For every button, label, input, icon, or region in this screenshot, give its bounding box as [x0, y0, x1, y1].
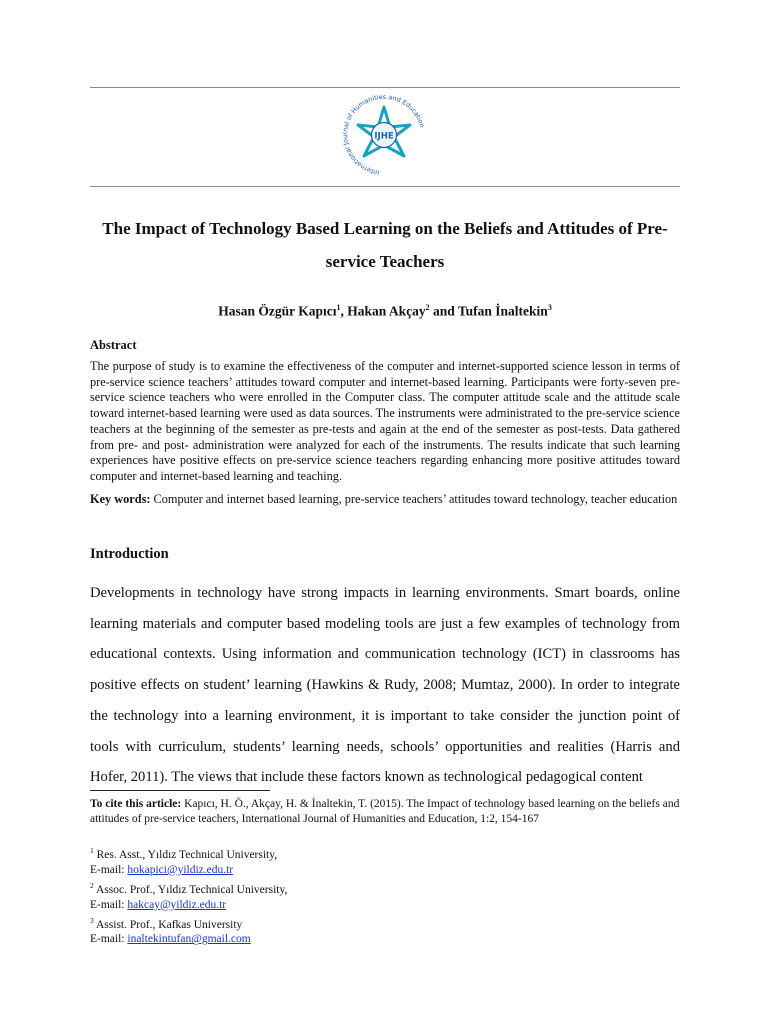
citation-label: To cite this article:	[90, 798, 182, 810]
author-name: Hasan Özgür Kapıcı	[218, 303, 337, 319]
abstract-text: The purpose of study is to examine the effectiveness of the computer and internet-supported science lesson in terms of pre-service science teachers’ attitudes toward computer and internet-based learning. Participants were forty-seven pre-service science teachers who were enrolled in the Computer class. The computer attitude scale and the attitude scale toward internet-based learning were used as data sources. The instruments were administrated to the pre-service science teachers at the beginning of the semester as pre-tests and again at the end of the semester as post-tests. Data gathered from pre- and post- administration were analyzed for each of the instruments. The results indicate that such learning experiences have positive effects on pre-service science teachers regarding enhancing more positive attitudes toward computer and internet-based learning and teaching.	[90, 359, 680, 483]
author-name: Tufan İnaltekin	[457, 303, 548, 319]
paper-title: The Impact of Technology Based Learning on the Beliefs and Attitudes of Pre-service Teachers	[102, 219, 668, 271]
footnote-email	[90, 932, 287, 947]
footnote-affiliation-text: Assoc. Prof., Yıldız Technical University,	[93, 883, 288, 896]
author-separator: ,	[340, 303, 348, 319]
email-link[interactable]: hokapici@yildiz.edu.tr	[127, 863, 234, 876]
footnote-affiliation-text: Assist. Prof., Kafkas University	[93, 918, 243, 931]
author-separator: and	[429, 303, 458, 319]
author-list	[90, 303, 680, 320]
footnote-rule	[90, 790, 270, 791]
email-label: E-mail:	[90, 898, 128, 911]
header-rule-bottom	[90, 186, 680, 187]
footnote-mark: 3	[90, 915, 94, 925]
footnote-mark: 1	[90, 846, 94, 855]
introduction-text: Developments in technology have strong impacts in learning environments. Smart boards, online learning materials and computer based modeling tools are just a few examples of technology from educational contexts. Using information and communication technology (ICT) in classrooms has positive effects on student’ learning (Hawkins & Rudy, 2008; Mumtaz, 2000). In order to integrate the technology into a learning environment, it is important to take consider the junction point of tools with curriculum, students’ learning needs, schools’ opportunities and realities (Harris and Hofer, 2011). The views that include these factors known as technological pedagogical content	[90, 585, 680, 786]
citation	[90, 797, 680, 827]
email-link[interactable]: inaltekintufan@gmail.com	[127, 933, 251, 946]
author-mark: 1	[336, 303, 341, 312]
footnote-email	[90, 898, 287, 913]
footnote-email	[90, 863, 287, 878]
logo-abbr: IJHE	[374, 131, 394, 142]
footnote-affiliation-text: Res. Asst., Yıldız Technical University,	[93, 848, 278, 861]
keywords-text: Computer and internet based learning, pre-service teachers’ attitudes toward technology, teacher education	[150, 492, 678, 506]
abstract-heading: Abstract	[90, 338, 137, 352]
author-mark: 2	[425, 303, 430, 312]
header-rule-top	[90, 87, 680, 88]
citation-text: Kapıcı, H. Ö., Akçay, H. & İnaltekin, T. (2015). The Impact of technology based learning on the beliefs and attitudes of pre-service teachers, International Journal of Humanities and Education, 1:2, 154-167	[90, 798, 680, 825]
email-label: E-mail:	[90, 933, 128, 946]
author-mark: 3	[547, 303, 552, 312]
footnote-affiliation	[90, 878, 287, 898]
keywords-label: Key words:	[90, 492, 151, 506]
journal-logo	[338, 92, 430, 178]
author-footnotes	[90, 843, 287, 947]
footnote-affiliation	[90, 913, 287, 933]
introduction-heading: Introduction	[90, 546, 169, 562]
keywords	[90, 492, 680, 508]
logo-ring-text: International Journal of Humanities and Education	[340, 92, 427, 177]
footnote-mark: 2	[90, 880, 94, 890]
footnote-affiliation	[90, 843, 287, 863]
email-label: E-mail:	[90, 863, 128, 876]
email-link[interactable]: hakcay@yildiz.edu.tr	[127, 898, 227, 911]
author-name: Hakan Akçay	[347, 303, 426, 319]
